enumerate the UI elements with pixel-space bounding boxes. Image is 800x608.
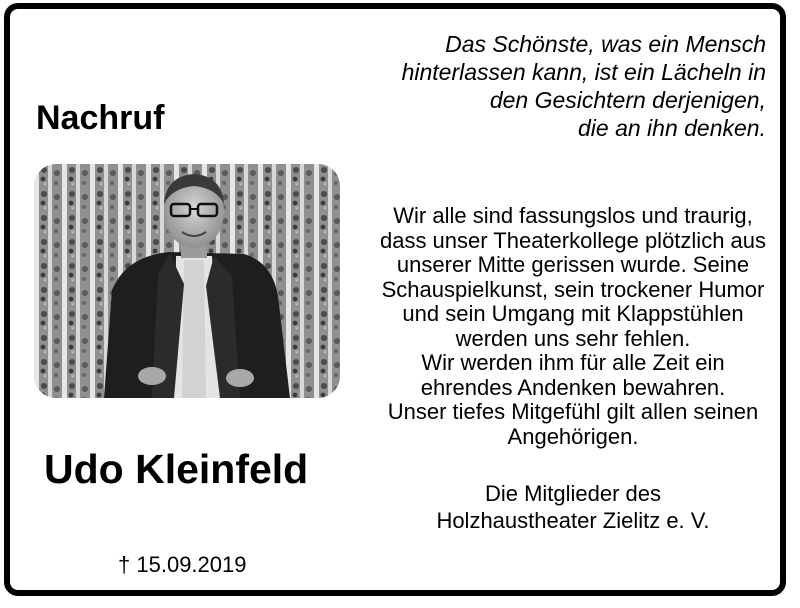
death-date	[118, 551, 246, 579]
message-line: ehrendes Andenken bewahren.	[420, 374, 726, 400]
message-line: Wir alle sind fassungslos und traurig,	[393, 203, 753, 228]
obituary-heading: Nachruf	[36, 99, 165, 137]
message-line: Schauspielkunst, sein trockener Humor	[381, 276, 765, 302]
message-line: werden uns sehr fehlen.	[455, 325, 691, 351]
quote-line: die an ihn denken.	[578, 115, 766, 141]
portrait-photo	[34, 164, 340, 398]
memorial-quote	[336, 30, 766, 142]
message-line: Wir werden ihm für alle Zeit ein	[421, 350, 725, 375]
message-line: unserer Mitte gerissen wurde. Seine	[396, 252, 750, 277]
death-date-value: 15.09.2019	[136, 552, 247, 577]
signature-line: Die Mitglieder des	[484, 481, 662, 506]
quote-line: Das Schönste, was ein Mensch	[445, 31, 766, 57]
condolence-message	[360, 204, 786, 449]
message-line: Angehörigen.	[507, 423, 639, 449]
quote-line: den Gesichtern derjenigen,	[489, 87, 766, 113]
signature-line: Holzhaustheater Zielitz e. V.	[436, 508, 710, 533]
message-line: Unser tiefes Mitgefühl gilt allen seinen	[387, 399, 759, 424]
message-line: dass unser Theaterkollege plötzlich aus	[379, 227, 767, 253]
signature-block	[360, 480, 786, 534]
quote-line: hinterlassen kann, ist ein Lächeln in	[401, 59, 766, 85]
message-line: und sein Umgang mit Klappstühlen	[402, 301, 744, 326]
cross-icon: †	[118, 552, 131, 577]
deceased-name: Udo Kleinfeld	[44, 446, 309, 492]
